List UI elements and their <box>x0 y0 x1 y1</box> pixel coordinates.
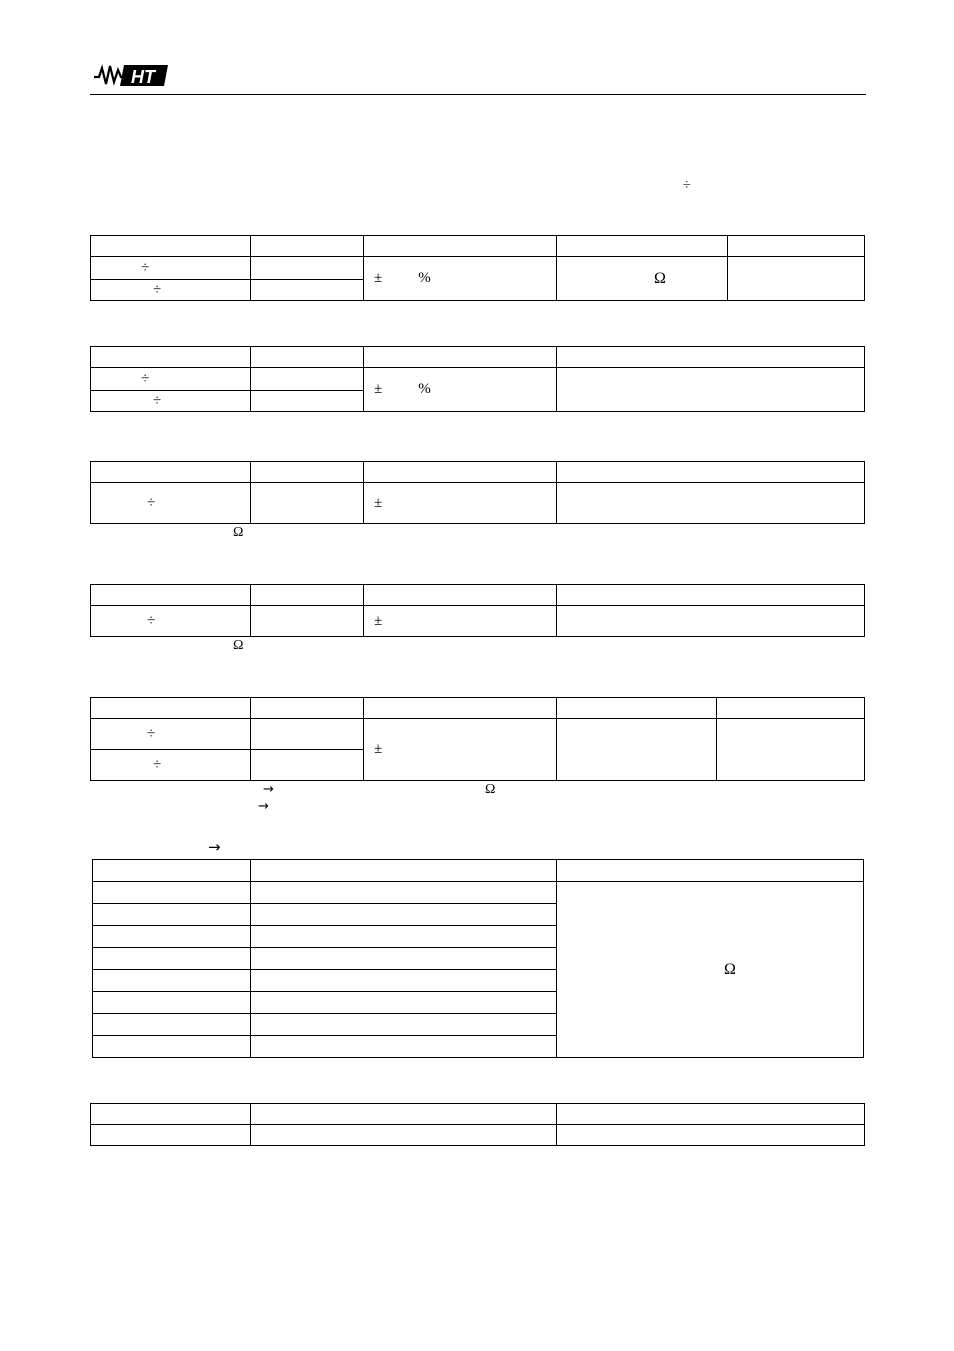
symbol: ÷ <box>153 756 162 773</box>
symbol: ÷ <box>153 281 162 298</box>
table-cell <box>251 1104 557 1125</box>
table-cell <box>557 347 865 368</box>
range-cell <box>91 391 251 412</box>
table-cell <box>557 698 717 719</box>
table-cell <box>251 585 364 606</box>
table-cell <box>557 860 864 882</box>
table-cell <box>557 1125 865 1146</box>
table-cell <box>91 347 251 368</box>
table-cell <box>91 1104 251 1125</box>
table-cell <box>557 1104 865 1125</box>
spec-table-4 <box>90 584 865 637</box>
table-cell <box>93 904 251 926</box>
table-cell <box>251 1036 557 1058</box>
header-rule <box>90 94 866 95</box>
spec-table-6 <box>92 859 864 1058</box>
range-cell <box>91 606 251 637</box>
range-cell <box>91 483 251 524</box>
symbol: % <box>418 270 431 286</box>
range-cell <box>91 368 251 391</box>
spec-table-5 <box>90 697 865 781</box>
table-cell <box>364 698 557 719</box>
impedance-cell <box>557 257 728 301</box>
table-cell <box>91 585 251 606</box>
table-cell <box>251 280 364 301</box>
table-cell <box>364 462 557 483</box>
table-cell <box>251 368 364 391</box>
arrow-icon: → <box>208 838 221 856</box>
accuracy-cell <box>364 368 557 412</box>
table-cell <box>251 606 364 637</box>
table-cell <box>251 992 557 1014</box>
ht-logo <box>94 62 170 88</box>
table-cell <box>93 926 251 948</box>
symbol: ± <box>374 494 383 511</box>
symbol: ± <box>374 381 383 397</box>
header-cell <box>91 236 251 257</box>
table-cell <box>251 462 364 483</box>
table-cell <box>251 483 364 524</box>
spec-table-7 <box>90 1103 865 1146</box>
table-cell <box>557 483 865 524</box>
arrow-icon: → <box>258 799 269 814</box>
table-cell <box>91 462 251 483</box>
symbol: ÷ <box>147 494 156 511</box>
table-cell <box>251 750 364 781</box>
table-cell <box>717 719 865 781</box>
accuracy-cell <box>364 606 557 637</box>
table-cell <box>93 882 251 904</box>
symbol: Ω <box>724 960 736 978</box>
table-cell <box>364 347 557 368</box>
symbol: ÷ <box>141 370 150 387</box>
table-cell <box>557 719 717 781</box>
table-cell <box>251 904 557 926</box>
symbol: ÷ <box>153 392 162 409</box>
table-cell <box>93 1036 251 1058</box>
accuracy-cell <box>364 719 557 781</box>
table-cell <box>728 257 865 301</box>
header-cell <box>728 236 865 257</box>
range-cell <box>91 719 251 750</box>
impedance-cell <box>557 882 864 1058</box>
symbol: ± <box>374 270 383 286</box>
range-symbol: ÷ <box>683 178 691 193</box>
table-cell <box>93 992 251 1014</box>
table-cell <box>251 391 364 412</box>
ht-logo-icon <box>94 62 170 88</box>
table-cell <box>251 948 557 970</box>
table-cell <box>251 1125 557 1146</box>
symbol: ± <box>374 741 383 757</box>
table-cell <box>93 860 251 882</box>
symbol: ÷ <box>147 725 156 742</box>
table-cell <box>91 698 251 719</box>
table-cell <box>251 698 364 719</box>
symbol: ÷ <box>147 612 156 629</box>
header-cell <box>557 236 728 257</box>
table-cell <box>251 860 557 882</box>
symbol: ÷ <box>141 259 150 276</box>
table-cell <box>251 970 557 992</box>
range-cell <box>91 257 251 280</box>
table-cell <box>91 1125 251 1146</box>
table-cell <box>93 1014 251 1036</box>
accuracy-cell <box>364 483 557 524</box>
table-cell <box>251 257 364 280</box>
ohm-symbol: Ω <box>233 638 244 653</box>
spec-table-1 <box>90 235 865 301</box>
table-cell <box>93 948 251 970</box>
table-cell <box>557 606 865 637</box>
arrow-icon: → <box>263 782 274 797</box>
table-cell <box>251 347 364 368</box>
table-cell <box>93 970 251 992</box>
header-cell <box>364 236 557 257</box>
range-cell <box>91 280 251 301</box>
table-cell <box>557 462 865 483</box>
range-cell <box>91 750 251 781</box>
symbol: ± <box>374 612 383 629</box>
spec-table-3 <box>90 461 865 524</box>
symbol: % <box>418 381 431 397</box>
header-cell <box>251 236 364 257</box>
table-cell <box>557 585 865 606</box>
table-cell <box>717 698 865 719</box>
ohm-symbol: Ω <box>233 525 244 540</box>
symbol: HT <box>131 67 155 87</box>
accuracy-cell <box>364 257 557 301</box>
table-cell <box>251 1014 557 1036</box>
table-cell <box>251 882 557 904</box>
table-cell <box>251 926 557 948</box>
table-cell <box>364 585 557 606</box>
spec-table-2 <box>90 346 865 412</box>
table-cell <box>557 368 865 412</box>
table-cell <box>251 719 364 750</box>
symbol: Ω <box>654 269 666 287</box>
ohm-symbol: Ω <box>485 782 496 797</box>
